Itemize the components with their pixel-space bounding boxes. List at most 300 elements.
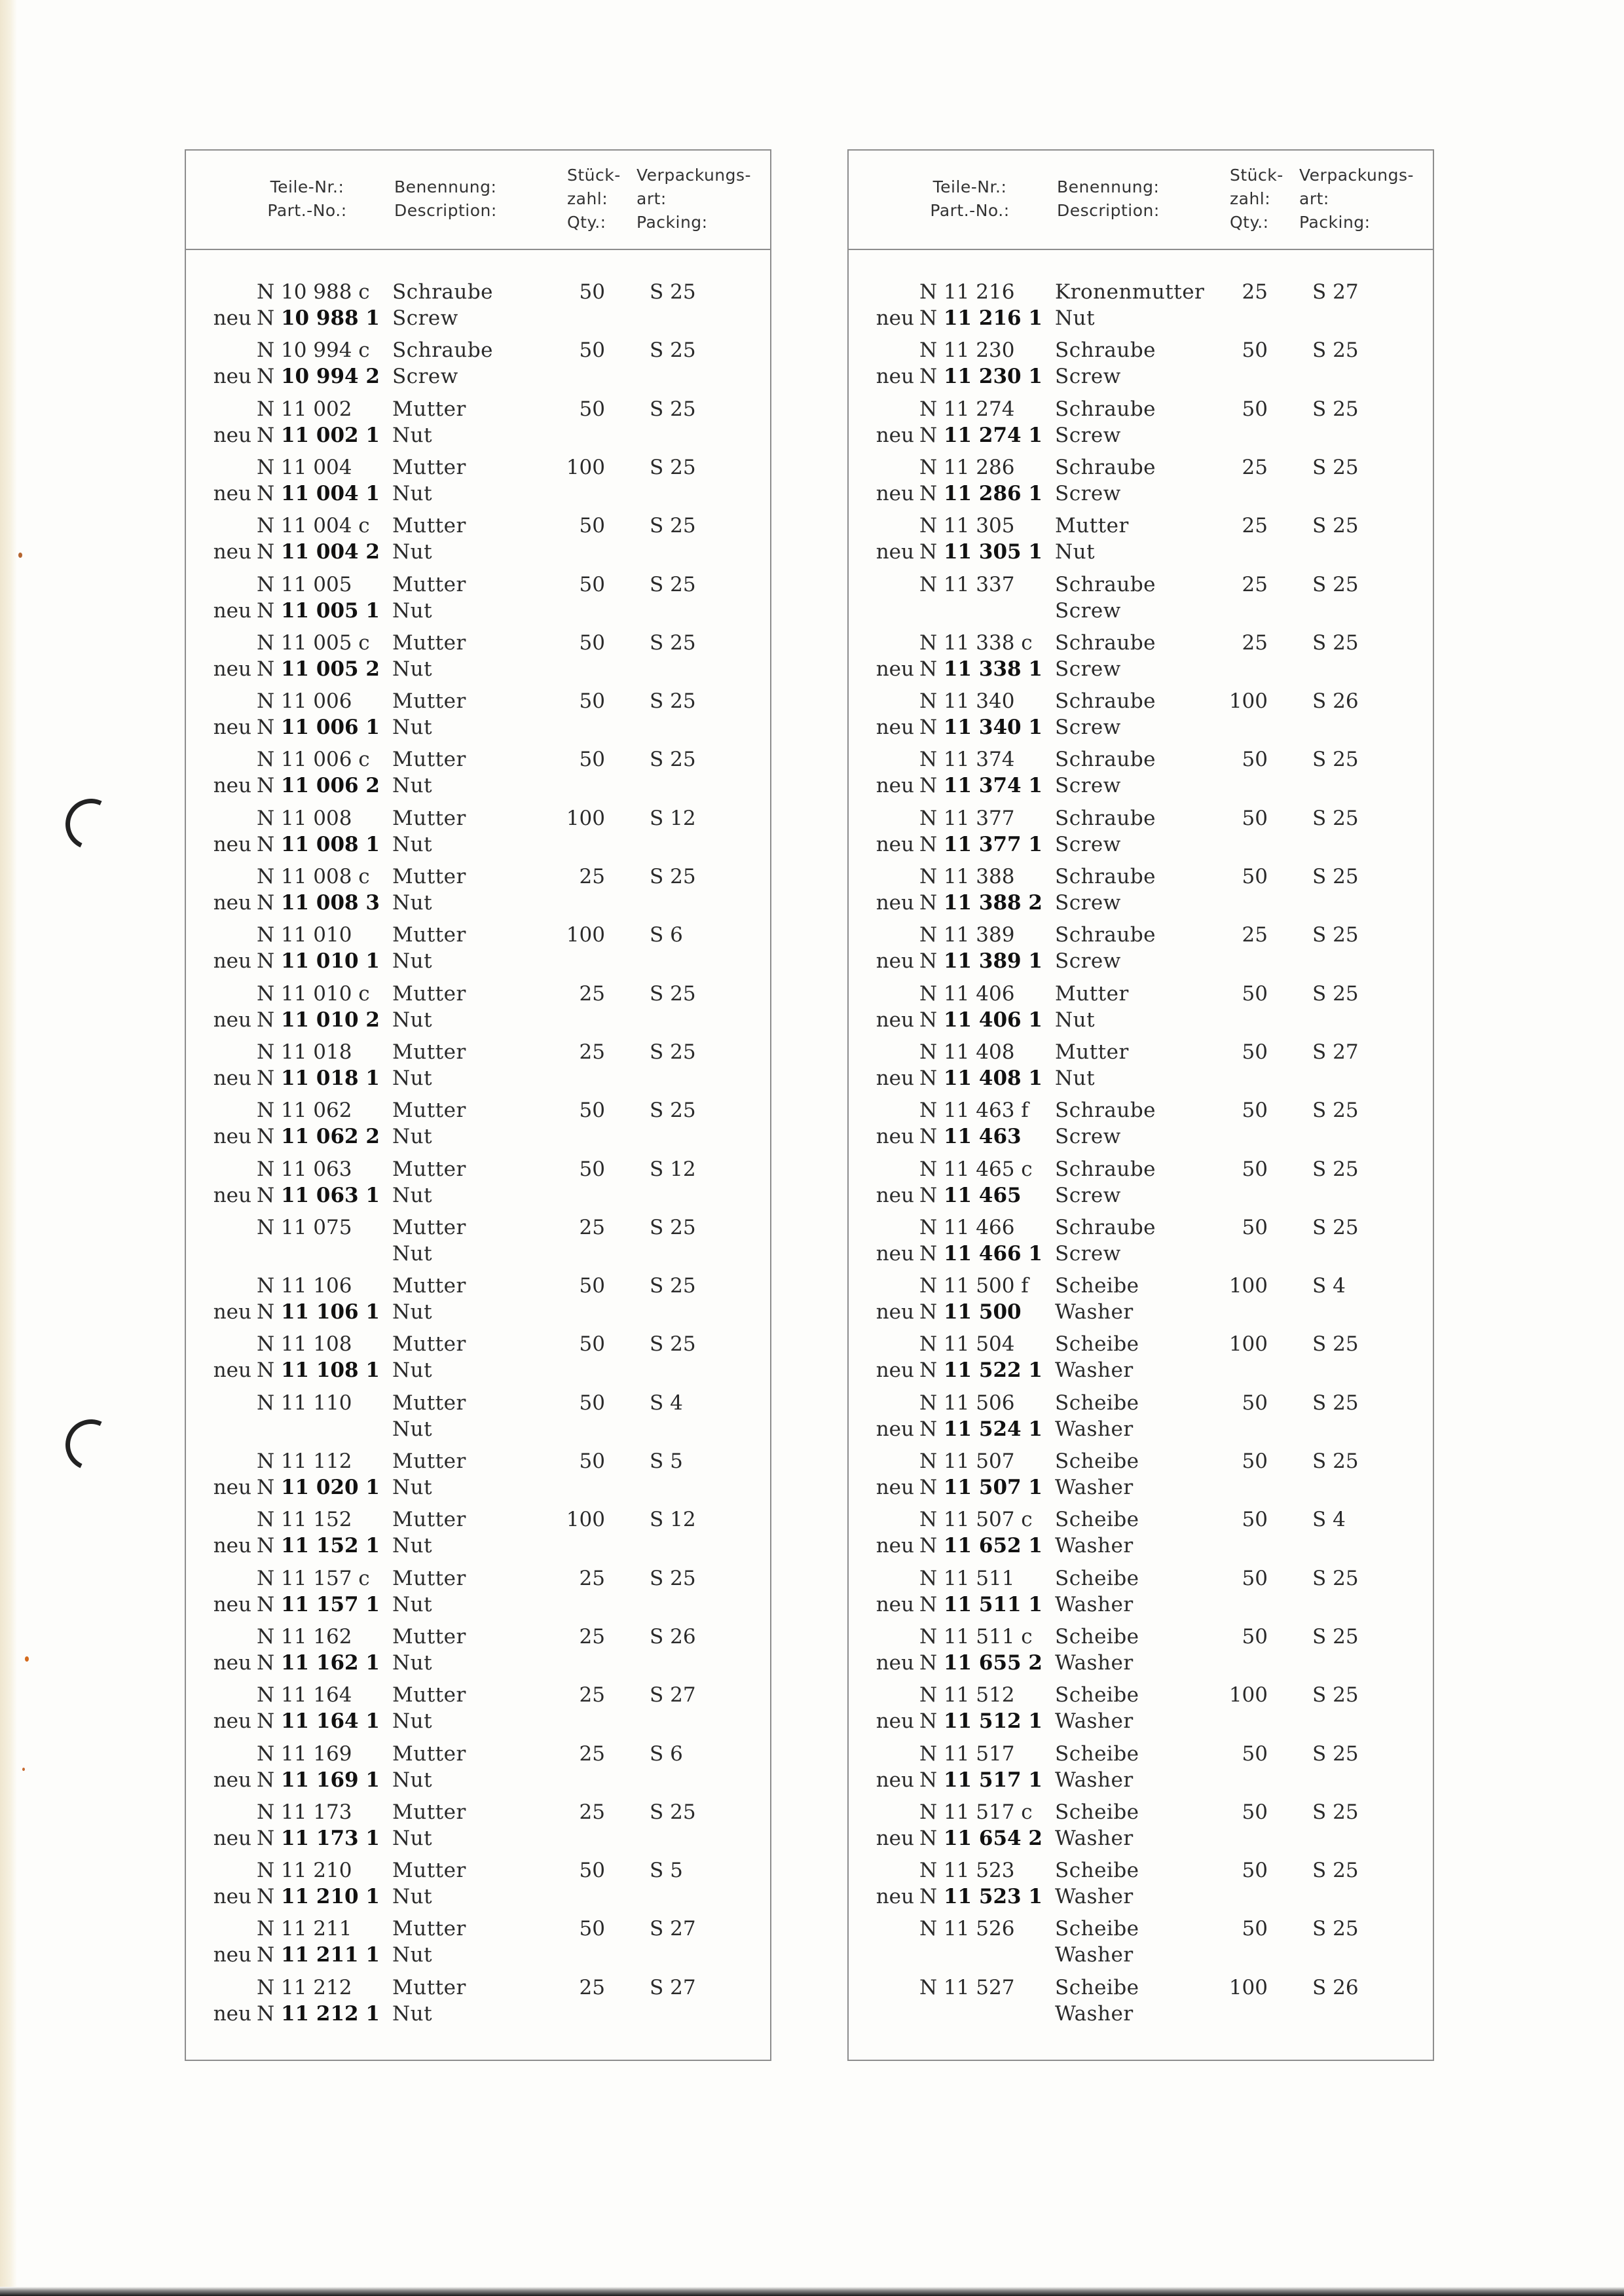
old-part-number: N 11 216 <box>919 280 1015 304</box>
description-english: Washer <box>1055 1358 1134 1383</box>
new-part-number: N 11 338 1 <box>919 657 1043 681</box>
table-row <box>186 864 770 922</box>
packing: S 25 <box>650 572 696 596</box>
description-german: Schraube <box>1055 572 1156 596</box>
new-part-number: N 11 654 2 <box>919 1826 1043 1850</box>
description-german: Schraube <box>1055 630 1156 655</box>
quantity: 25 <box>579 1040 605 1064</box>
quantity: 25 <box>1242 630 1268 655</box>
quantity: 50 <box>1242 1566 1268 1590</box>
description-german: Schraube <box>1055 689 1156 714</box>
new-part-number: N 11 500 <box>919 1300 1022 1324</box>
old-part-number: N 11 108 <box>257 1332 352 1357</box>
description-english: Screw <box>1055 481 1121 505</box>
new-part-number: N 11 018 1 <box>257 1066 380 1090</box>
old-part-number: N 11 006 c <box>257 748 370 772</box>
new-marker: neu <box>876 1008 914 1032</box>
packing: S 25 <box>650 1099 696 1123</box>
description-german: Schraube <box>1055 1215 1156 1239</box>
quantity: 50 <box>579 689 605 714</box>
new-marker: neu <box>876 1417 914 1441</box>
quantity: 50 <box>1242 1449 1268 1473</box>
packing: S 25 <box>1312 923 1359 947</box>
quantity: 25 <box>579 1741 605 1766</box>
quantity: 25 <box>1242 514 1268 538</box>
new-part-number: N 11 408 1 <box>919 1066 1043 1090</box>
quantity: 50 <box>1242 1859 1268 1883</box>
description-english: Nut <box>392 1650 433 1675</box>
new-marker: neu <box>213 891 251 915</box>
description-german: Scheibe <box>1055 1975 1139 1999</box>
packing: S 4 <box>650 1391 683 1415</box>
description-english: Nut <box>392 598 433 623</box>
description-english: Nut <box>392 1183 433 1207</box>
description-german: Scheibe <box>1055 1859 1139 1883</box>
table-row <box>186 630 770 688</box>
packing: S 25 <box>1312 1624 1359 1649</box>
new-part-number: N 11 274 1 <box>919 423 1043 447</box>
table-row <box>849 454 1433 513</box>
new-part-number-value: 11 006 1 <box>280 716 380 740</box>
old-part-number: N 11 018 <box>257 1040 352 1064</box>
quantity: 100 <box>1228 1274 1268 1298</box>
new-part-number-value: 10 994 2 <box>280 365 380 389</box>
new-marker: neu <box>213 716 251 740</box>
new-part-number: N 11 511 1 <box>919 1592 1043 1616</box>
description-english: Screw <box>1055 716 1121 740</box>
description-english: Screw <box>1055 1125 1121 1149</box>
description-german: Mutter <box>392 981 466 1006</box>
table-row <box>849 396 1433 454</box>
new-marker: neu <box>213 1008 251 1032</box>
new-part-number-value: 11 465 <box>943 1183 1022 1207</box>
new-marker: neu <box>213 774 251 798</box>
table-row <box>849 1682 1433 1740</box>
quantity: 50 <box>579 572 605 596</box>
quantity: 50 <box>1242 1800 1268 1824</box>
description-german: Schraube <box>392 338 494 363</box>
new-part-number-value: 11 511 1 <box>943 1592 1043 1616</box>
new-part-number-value: 11 010 1 <box>280 949 380 974</box>
new-part-number-value: 11 274 1 <box>943 423 1043 447</box>
quantity: 25 <box>1242 923 1268 947</box>
old-part-number: N 11 526 <box>919 1917 1015 1941</box>
quantity: 50 <box>1242 1157 1268 1181</box>
new-part-number-value: 11 652 1 <box>943 1534 1043 1558</box>
quantity: 50 <box>1242 1099 1268 1123</box>
paper-speck <box>25 1656 29 1662</box>
quantity: 50 <box>579 397 605 421</box>
new-marker: neu <box>876 540 914 564</box>
header-description: Benennung: Description: <box>1057 177 1160 220</box>
new-part-number-value: 11 655 2 <box>943 1650 1043 1675</box>
table-row <box>186 1097 770 1156</box>
header-part-no: Teile-Nr.: Part.-No.: <box>267 177 347 220</box>
new-part-number: N 11 655 2 <box>919 1650 1043 1675</box>
old-part-number: N 11 230 <box>919 338 1015 363</box>
quantity: 50 <box>1242 865 1268 888</box>
description-german: Mutter <box>392 1508 466 1532</box>
quantity: 25 <box>579 1975 605 1999</box>
description-english: Nut <box>392 1417 433 1441</box>
old-part-number: N 11 523 <box>919 1859 1015 1883</box>
description-english: Washer <box>1055 1943 1134 1967</box>
header-part-no: Teile-Nr.: Part.-No.: <box>930 177 1010 220</box>
description-english: Screw <box>1055 891 1121 915</box>
new-part-number-value: 11 512 1 <box>943 1709 1043 1734</box>
new-marker: neu <box>876 481 914 505</box>
description-german: Scheibe <box>1055 1449 1139 1473</box>
description-english: Nut <box>392 1066 433 1090</box>
new-part-number-value: 11 010 2 <box>280 1008 380 1032</box>
new-marker: neu <box>876 365 914 389</box>
new-part-number-value: 11 108 1 <box>280 1358 380 1383</box>
packing: S 27 <box>650 1917 696 1941</box>
new-marker: neu <box>876 1476 914 1499</box>
old-part-number: N 11 506 <box>919 1391 1015 1415</box>
description-german: Mutter <box>392 1449 466 1473</box>
new-part-number-value: 11 173 1 <box>280 1826 380 1850</box>
description-english: Nut <box>392 1885 433 1909</box>
description-english: Nut <box>392 891 433 915</box>
quantity: 50 <box>1242 748 1268 772</box>
description-english: Nut <box>392 716 433 740</box>
packing: S 6 <box>650 1741 683 1766</box>
table-row <box>186 1565 770 1624</box>
parts-table-right <box>847 149 1434 2061</box>
table-row <box>849 1039 1433 1097</box>
old-part-number: N 11 005 c <box>257 630 370 655</box>
new-part-number-value: 11 524 1 <box>943 1417 1043 1441</box>
old-part-number: N 11 106 <box>257 1274 352 1298</box>
description-german: Mutter <box>392 1215 466 1239</box>
new-marker: neu <box>213 1768 251 1792</box>
new-part-number-value: 11 374 1 <box>943 774 1043 798</box>
quantity: 50 <box>1242 1624 1268 1649</box>
old-part-number: N 11 337 <box>919 572 1015 596</box>
description-german: Scheibe <box>1055 1683 1139 1707</box>
description-english: Nut <box>392 2001 433 2026</box>
quantity: 50 <box>1242 1741 1268 1766</box>
packing: S 27 <box>1312 280 1359 304</box>
quantity: 50 <box>1242 1508 1268 1532</box>
old-part-number: N 11 504 <box>919 1332 1015 1357</box>
new-marker: neu <box>213 540 251 564</box>
punch-hole-top <box>58 792 124 857</box>
new-part-number-value: 11 500 <box>943 1300 1022 1324</box>
new-marker: neu <box>876 1125 914 1149</box>
packing: S 25 <box>650 1566 696 1590</box>
new-marker: neu <box>876 657 914 681</box>
quantity: 50 <box>579 1859 605 1883</box>
new-part-number: N 11 374 1 <box>919 774 1043 798</box>
new-part-number-value: 11 211 1 <box>280 1943 380 1967</box>
packing: S 25 <box>1312 1859 1359 1883</box>
table-row <box>186 1214 770 1273</box>
description-english: Washer <box>1055 1592 1134 1616</box>
new-marker: neu <box>213 832 251 856</box>
new-marker: neu <box>876 949 914 974</box>
new-part-number: N 11 004 1 <box>257 481 380 505</box>
description-german: Scheibe <box>1055 1274 1139 1298</box>
old-part-number: N 11 511 c <box>919 1624 1033 1649</box>
old-part-number: N 10 994 c <box>257 338 370 363</box>
new-part-number: N 11 005 1 <box>257 598 380 623</box>
old-part-number: N 11 377 <box>919 806 1015 830</box>
old-part-number: N 11 062 <box>257 1099 352 1123</box>
new-part-number: N 11 389 1 <box>919 949 1043 974</box>
description-english: Nut <box>392 1476 433 1499</box>
old-part-number: N 11 374 <box>919 748 1015 772</box>
description-english: Screw <box>392 306 458 330</box>
quantity: 50 <box>579 1332 605 1357</box>
description-german: Mutter <box>392 1391 466 1415</box>
old-part-number: N 11 517 c <box>919 1800 1033 1824</box>
description-english: Washer <box>1055 1885 1134 1909</box>
old-part-number: N 11 010 <box>257 923 352 947</box>
packing: S 12 <box>650 1508 696 1532</box>
description-german: Mutter <box>392 1157 466 1181</box>
packing: S 25 <box>1312 1157 1359 1181</box>
old-part-number: N 11 463 f <box>919 1099 1029 1123</box>
description-english: Nut <box>392 774 433 798</box>
table-row <box>849 1565 1433 1624</box>
description-english: Nut <box>1055 306 1096 330</box>
description-english: Washer <box>1055 1534 1134 1558</box>
description-english: Nut <box>392 949 433 974</box>
new-part-number: N 11 517 1 <box>919 1768 1043 1792</box>
old-part-number: N 11 408 <box>919 1040 1015 1064</box>
description-english: Screw <box>392 365 458 389</box>
description-english: Washer <box>1055 1709 1134 1734</box>
description-english: Nut <box>392 1768 433 1792</box>
quantity: 100 <box>1228 1975 1268 1999</box>
old-part-number: N 11 004 <box>257 455 352 479</box>
new-part-number: N 11 010 2 <box>257 1008 380 1032</box>
description-german: Mutter <box>392 865 466 888</box>
quantity: 50 <box>579 630 605 655</box>
new-marker: neu <box>213 657 251 681</box>
new-part-number-value: 11 020 1 <box>280 1476 380 1499</box>
packing: S 25 <box>1312 514 1359 538</box>
description-german: Mutter <box>392 1917 466 1941</box>
description-german: Scheibe <box>1055 1391 1139 1415</box>
quantity: 100 <box>566 923 605 947</box>
quantity: 50 <box>1242 1917 1268 1941</box>
quantity: 100 <box>566 806 605 830</box>
table-row <box>186 454 770 513</box>
new-part-number: N 11 286 1 <box>919 481 1043 505</box>
description-german: Mutter <box>392 1859 466 1883</box>
quantity: 50 <box>1242 338 1268 363</box>
new-part-number-value: 10 988 1 <box>280 306 380 330</box>
new-marker: neu <box>876 1534 914 1558</box>
quantity: 25 <box>1242 455 1268 479</box>
table-row <box>186 1448 770 1506</box>
quantity: 50 <box>579 1449 605 1473</box>
description-english: Nut <box>392 1826 433 1850</box>
table-row <box>849 688 1433 746</box>
description-german: Mutter <box>392 1274 466 1298</box>
description-german: Scheibe <box>1055 1800 1139 1824</box>
new-marker: neu <box>876 1709 914 1734</box>
description-german: Mutter <box>392 397 466 421</box>
quantity: 25 <box>579 1800 605 1824</box>
new-marker: neu <box>213 423 251 447</box>
new-part-number-value: 11 169 1 <box>280 1768 380 1792</box>
table-row <box>849 1156 1433 1214</box>
description-german: Mutter <box>392 1683 466 1707</box>
table-row <box>186 1975 770 2033</box>
table-row <box>186 1331 770 1389</box>
new-part-number: N 10 994 2 <box>257 365 380 389</box>
scan-bottom-edge <box>0 2287 1624 2296</box>
description-english: Nut <box>1055 1008 1096 1032</box>
packing: S 25 <box>650 1332 696 1357</box>
table-row <box>186 1039 770 1097</box>
description-german: Mutter <box>392 1566 466 1590</box>
new-part-number: N 11 212 1 <box>257 2001 380 2026</box>
description-english: Nut <box>392 1125 433 1149</box>
new-marker: neu <box>213 1885 251 1909</box>
table-row <box>186 1273 770 1331</box>
packing: S 25 <box>650 865 696 888</box>
description-english: Washer <box>1055 1300 1134 1324</box>
table-row <box>186 1682 770 1740</box>
header-packing: Verpackungs- art: Packing: <box>1299 166 1414 232</box>
description-german: Scheibe <box>1055 1917 1139 1941</box>
table-row <box>186 746 770 805</box>
description-english: Screw <box>1055 1241 1121 1266</box>
quantity: 50 <box>579 280 605 304</box>
new-part-number: N 11 063 1 <box>257 1183 380 1207</box>
new-part-number: N 11 008 1 <box>257 832 380 856</box>
new-part-number: N 11 340 1 <box>919 716 1043 740</box>
old-part-number: N 11 465 c <box>919 1157 1033 1181</box>
old-part-number: N 11 517 <box>919 1741 1015 1766</box>
table-row <box>849 630 1433 688</box>
table-row <box>186 1916 770 1974</box>
new-marker: neu <box>876 774 914 798</box>
new-part-number: N 11 230 1 <box>919 365 1043 389</box>
table-row <box>849 1448 1433 1506</box>
new-part-number: N 11 507 1 <box>919 1476 1043 1499</box>
quantity: 50 <box>1242 1215 1268 1239</box>
quantity: 50 <box>579 1274 605 1298</box>
table-row <box>186 1390 770 1448</box>
new-part-number-value: 11 210 1 <box>280 1885 380 1909</box>
new-part-number-value: 11 008 3 <box>280 891 380 915</box>
new-marker: neu <box>213 365 251 389</box>
old-part-number: N 11 507 <box>919 1449 1015 1473</box>
new-part-number: N 10 988 1 <box>257 306 380 330</box>
description-german: Scheibe <box>1055 1332 1139 1357</box>
old-part-number: N 11 002 <box>257 397 352 421</box>
description-english: Nut <box>392 1300 433 1324</box>
new-part-number: N 11 512 1 <box>919 1709 1043 1734</box>
old-part-number: N 11 110 <box>257 1391 352 1415</box>
quantity: 100 <box>1228 1332 1268 1357</box>
table-row <box>849 1390 1433 1448</box>
packing: S 25 <box>650 689 696 714</box>
new-part-number-value: 11 338 1 <box>943 657 1043 681</box>
packing: S 4 <box>1312 1508 1346 1532</box>
description-english: Nut <box>392 1592 433 1616</box>
new-part-number: N 11 020 1 <box>257 1476 380 1499</box>
table-row <box>186 572 770 630</box>
description-german: Schraube <box>1055 338 1156 363</box>
new-marker: neu <box>876 1768 914 1792</box>
new-marker: neu <box>213 949 251 974</box>
packing: S 5 <box>650 1449 683 1473</box>
new-part-number-value: 11 162 1 <box>280 1650 380 1675</box>
description-german: Mutter <box>392 1624 466 1649</box>
table-row <box>186 922 770 980</box>
old-part-number: N 11 511 <box>919 1566 1015 1590</box>
table-row <box>186 981 770 1039</box>
new-part-number: N 11 008 3 <box>257 891 380 915</box>
quantity: 50 <box>579 514 605 538</box>
new-part-number-value: 11 523 1 <box>943 1885 1043 1909</box>
new-marker: neu <box>213 1943 251 1967</box>
new-marker: neu <box>213 481 251 505</box>
table-row <box>849 337 1433 395</box>
new-marker: neu <box>876 306 914 330</box>
table-row <box>186 1741 770 1799</box>
old-part-number: N 11 274 <box>919 397 1015 421</box>
new-marker: neu <box>213 1650 251 1675</box>
description-german: Mutter <box>392 806 466 830</box>
packing: S 25 <box>1312 1449 1359 1473</box>
new-marker: neu <box>876 1300 914 1324</box>
header-quantity: Stück- zahl: Qty.: <box>1230 166 1283 232</box>
old-part-number: N 11 338 c <box>919 630 1033 655</box>
new-part-number: N 11 005 2 <box>257 657 380 681</box>
description-english: Nut <box>1055 540 1096 564</box>
new-part-number: N 11 173 1 <box>257 1826 380 1850</box>
quantity: 25 <box>579 1566 605 1590</box>
description-english: Screw <box>1055 774 1121 798</box>
table-header <box>186 151 770 250</box>
packing: S 25 <box>650 1040 696 1064</box>
new-part-number: N 11 388 2 <box>919 891 1043 915</box>
packing: S 25 <box>1312 1099 1359 1123</box>
old-part-number: N 11 527 <box>919 1975 1015 1999</box>
new-marker: neu <box>213 306 251 330</box>
description-english: Nut <box>392 1943 433 1967</box>
new-part-number: N 11 210 1 <box>257 1885 380 1909</box>
table-row <box>849 1273 1433 1331</box>
packing: S 26 <box>650 1624 696 1649</box>
description-german: Mutter <box>392 1332 466 1357</box>
new-part-number-value: 11 406 1 <box>943 1008 1043 1032</box>
table-row <box>849 1331 1433 1389</box>
new-marker: neu <box>213 1534 251 1558</box>
old-part-number: N 11 286 <box>919 455 1015 479</box>
old-part-number: N 11 406 <box>919 981 1015 1006</box>
description-english: Washer <box>1055 1476 1134 1499</box>
packing: S 25 <box>1312 572 1359 596</box>
new-part-number: N 11 169 1 <box>257 1768 380 1792</box>
new-marker: neu <box>213 598 251 623</box>
quantity: 50 <box>1242 397 1268 421</box>
description-english: Nut <box>1055 1066 1096 1090</box>
quantity: 50 <box>1242 1040 1268 1064</box>
old-part-number: N 11 075 <box>257 1215 352 1239</box>
packing: S 5 <box>650 1859 683 1883</box>
new-marker: neu <box>876 891 914 915</box>
description-german: Scheibe <box>1055 1624 1139 1649</box>
